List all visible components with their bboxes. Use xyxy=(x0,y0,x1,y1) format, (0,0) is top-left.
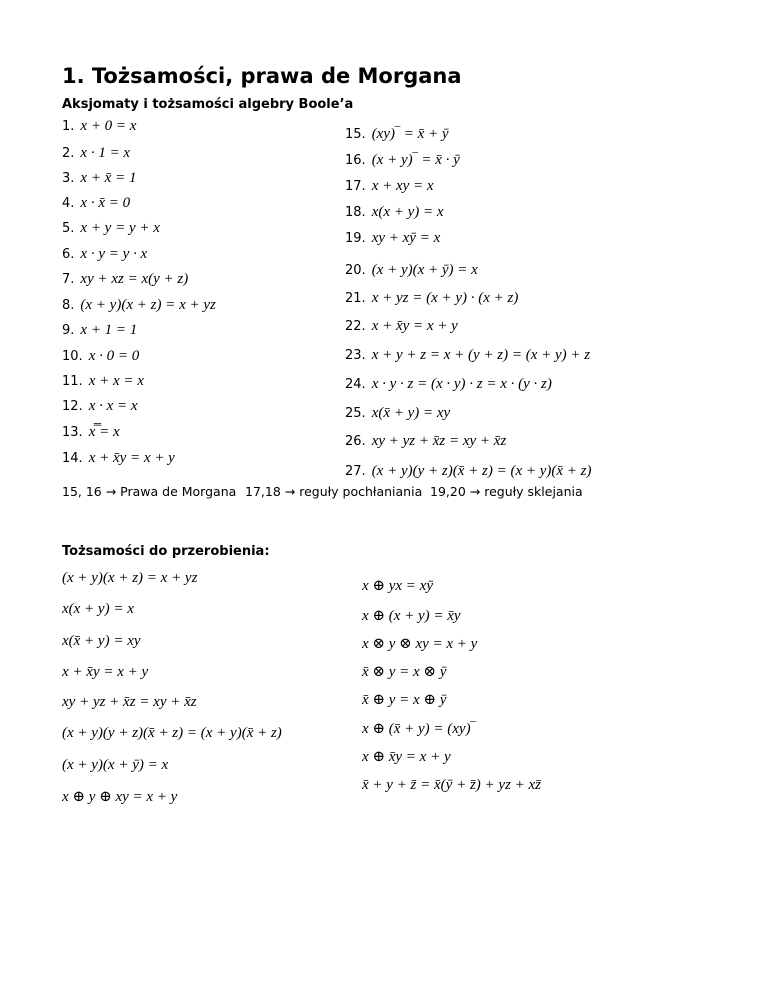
todo-identity-left-8: x ⊕ y ⊕ xy = x + y xyxy=(62,789,178,805)
identity-formula: (x + y)(y + z)(x̄ + z) = (x + y)(x̄ + z) xyxy=(371,463,592,479)
identity-formula: (x + y)‾ = x̄ · ȳ xyxy=(371,152,460,168)
identity-formula: x · 1 = x xyxy=(80,145,131,161)
identity-number: 16. xyxy=(345,153,366,168)
identity-left-3 xyxy=(62,170,136,187)
identity-formula: (x + y)(x + ȳ) = x xyxy=(371,262,478,278)
identity-number: 1. xyxy=(62,119,75,134)
identity-right-12 xyxy=(345,433,506,450)
identity-number: 23. xyxy=(345,348,366,363)
identity-number: 26. xyxy=(345,434,366,449)
page-title: 1. Tożsamości, prawa de Morgana xyxy=(62,64,462,88)
identity-formula: x + y + z = x + (y + z) = (x + y) + z xyxy=(371,347,591,363)
identity-number: 6. xyxy=(62,247,75,262)
identity-left-4 xyxy=(62,195,130,212)
note-absorption: 17,18 → reguły pochłaniania xyxy=(245,484,423,499)
identity-formula: (xy)‾ = x̄ + ȳ xyxy=(371,126,449,142)
identity-formula: x + 1 = 1 xyxy=(80,322,138,338)
identity-formula: x + xy = x xyxy=(371,178,434,194)
identity-formula: x + x̄y = x + y xyxy=(88,450,175,466)
todo-identity-left-4: x + x̄y = x + y xyxy=(62,664,149,680)
identity-formula: x(x + y) = x xyxy=(371,204,444,220)
identity-number: 9. xyxy=(62,323,75,338)
identity-right-8 xyxy=(345,318,458,335)
identity-number: 2. xyxy=(62,146,75,161)
identity-number: 11. xyxy=(62,374,83,389)
identity-number: 5. xyxy=(62,221,75,236)
identity-left-12 xyxy=(62,398,138,415)
identity-formula: x + x = x xyxy=(88,373,144,389)
todo-identity-right-1: x ⊕ yx = xȳ xyxy=(362,578,433,594)
identity-formula: (x + y)(x + z) = x + yz xyxy=(80,297,216,313)
identity-number: 15. xyxy=(345,127,366,142)
identity-left-11 xyxy=(62,373,144,390)
identity-left-2 xyxy=(62,145,130,162)
todo-identity-right-3: x ⊗ y ⊗ xy = x + y xyxy=(362,636,478,652)
identity-number: 17. xyxy=(345,179,366,194)
identity-formula: x · x̄ = 0 xyxy=(80,195,131,211)
identity-right-7 xyxy=(345,290,518,307)
identity-right-6 xyxy=(345,262,478,279)
identity-left-9 xyxy=(62,322,137,339)
identity-formula: x · x = x xyxy=(88,398,138,414)
identity-number: 25. xyxy=(345,406,366,421)
identity-formula: x + y = y + x xyxy=(80,220,160,236)
identity-formula: xy + yz + x̄z = xy + x̄z xyxy=(371,433,507,449)
todo-identity-left-6: (x + y)(y + z)(x̄ + z) = (x + y)(x̄ + z) xyxy=(62,725,282,741)
identity-right-4 xyxy=(345,204,444,221)
identity-left-5 xyxy=(62,220,160,237)
identity-formula: x · y = y · x xyxy=(80,246,148,262)
identity-number: 20. xyxy=(345,263,366,278)
todo-identity-left-2: x(x + y) = x xyxy=(62,601,134,617)
todo-identity-right-8: x̄ + y + z̄ = x̄(ȳ + z̄) + yz + xz̄ xyxy=(362,777,542,793)
todo-identity-left-7: (x + y)(x + ȳ) = x xyxy=(62,757,169,773)
identity-formula: x · y · z = (x · y) · z = x · (y · z) xyxy=(371,376,552,392)
identity-number: 7. xyxy=(62,272,75,287)
todo-identity-left-5: xy + yz + x̄z = xy + x̄z xyxy=(62,694,197,710)
identity-right-11 xyxy=(345,405,450,422)
section-subtitle: Aksjomaty i tożsamości algebry Boole’a xyxy=(62,97,354,112)
identity-formula: x(x̄ + y) = xy xyxy=(371,405,451,421)
identity-formula: x + yz = (x + y) · (x + z) xyxy=(371,290,519,306)
identity-formula: xy + xz = x(y + z) xyxy=(80,271,189,287)
identity-right-2 xyxy=(345,152,460,169)
identity-left-13 xyxy=(62,424,120,441)
note-de-morgan: 15, 16 → Prawa de Morgana xyxy=(62,484,237,499)
identity-number: 12. xyxy=(62,399,83,414)
identity-right-13 xyxy=(345,463,592,480)
todo-identity-right-7: x ⊕ x̄y = x + y xyxy=(362,749,451,765)
identity-right-10 xyxy=(345,376,552,393)
identity-left-14 xyxy=(62,450,175,467)
section-todo-title: Tożsamości do przerobienia: xyxy=(62,544,270,559)
todo-identity-right-2: x ⊕ (x + y) = x̄y xyxy=(362,608,461,624)
identity-number: 3. xyxy=(62,171,75,186)
identity-number: 18. xyxy=(345,205,366,220)
identity-right-5 xyxy=(345,230,440,247)
identity-number: 22. xyxy=(345,319,366,334)
identity-number: 8. xyxy=(62,298,75,313)
identity-formula: x̿ = x xyxy=(88,424,120,440)
identity-number: 27. xyxy=(345,464,366,479)
identity-formula: xy + xȳ = x xyxy=(371,230,441,246)
note-gluing: 19,20 → reguły sklejania xyxy=(430,484,583,499)
identity-number: 19. xyxy=(345,231,366,246)
identity-number: 13. xyxy=(62,425,83,440)
identity-right-3 xyxy=(345,178,434,195)
identity-left-7 xyxy=(62,271,188,288)
todo-identity-left-3: x(x̄ + y) = xy xyxy=(62,633,141,649)
identity-number: 24. xyxy=(345,377,366,392)
identity-formula: x + x̄y = x + y xyxy=(371,318,458,334)
identity-left-1 xyxy=(62,118,136,135)
todo-identity-right-6: x ⊕ (x̄ + y) = (xy)‾ xyxy=(362,721,476,737)
identity-formula: x · 0 = 0 xyxy=(88,348,140,364)
identity-number: 14. xyxy=(62,451,83,466)
identity-right-9 xyxy=(345,347,590,364)
identity-number: 4. xyxy=(62,196,75,211)
todo-identity-left-1: (x + y)(x + z) = x + yz xyxy=(62,570,198,586)
todo-identity-right-4: x̄ ⊗ y = x ⊗ ȳ xyxy=(362,664,447,680)
identity-formula: x + x̄ = 1 xyxy=(80,170,137,186)
identity-left-8 xyxy=(62,297,216,314)
identity-left-10 xyxy=(62,348,139,365)
identity-number: 21. xyxy=(345,291,366,306)
identity-number: 10. xyxy=(62,349,83,364)
identity-left-6 xyxy=(62,246,147,263)
identity-formula: x + 0 = x xyxy=(80,118,137,134)
todo-identity-right-5: x̄ ⊕ y = x ⊕ ȳ xyxy=(362,692,447,708)
identity-right-1 xyxy=(345,126,449,143)
